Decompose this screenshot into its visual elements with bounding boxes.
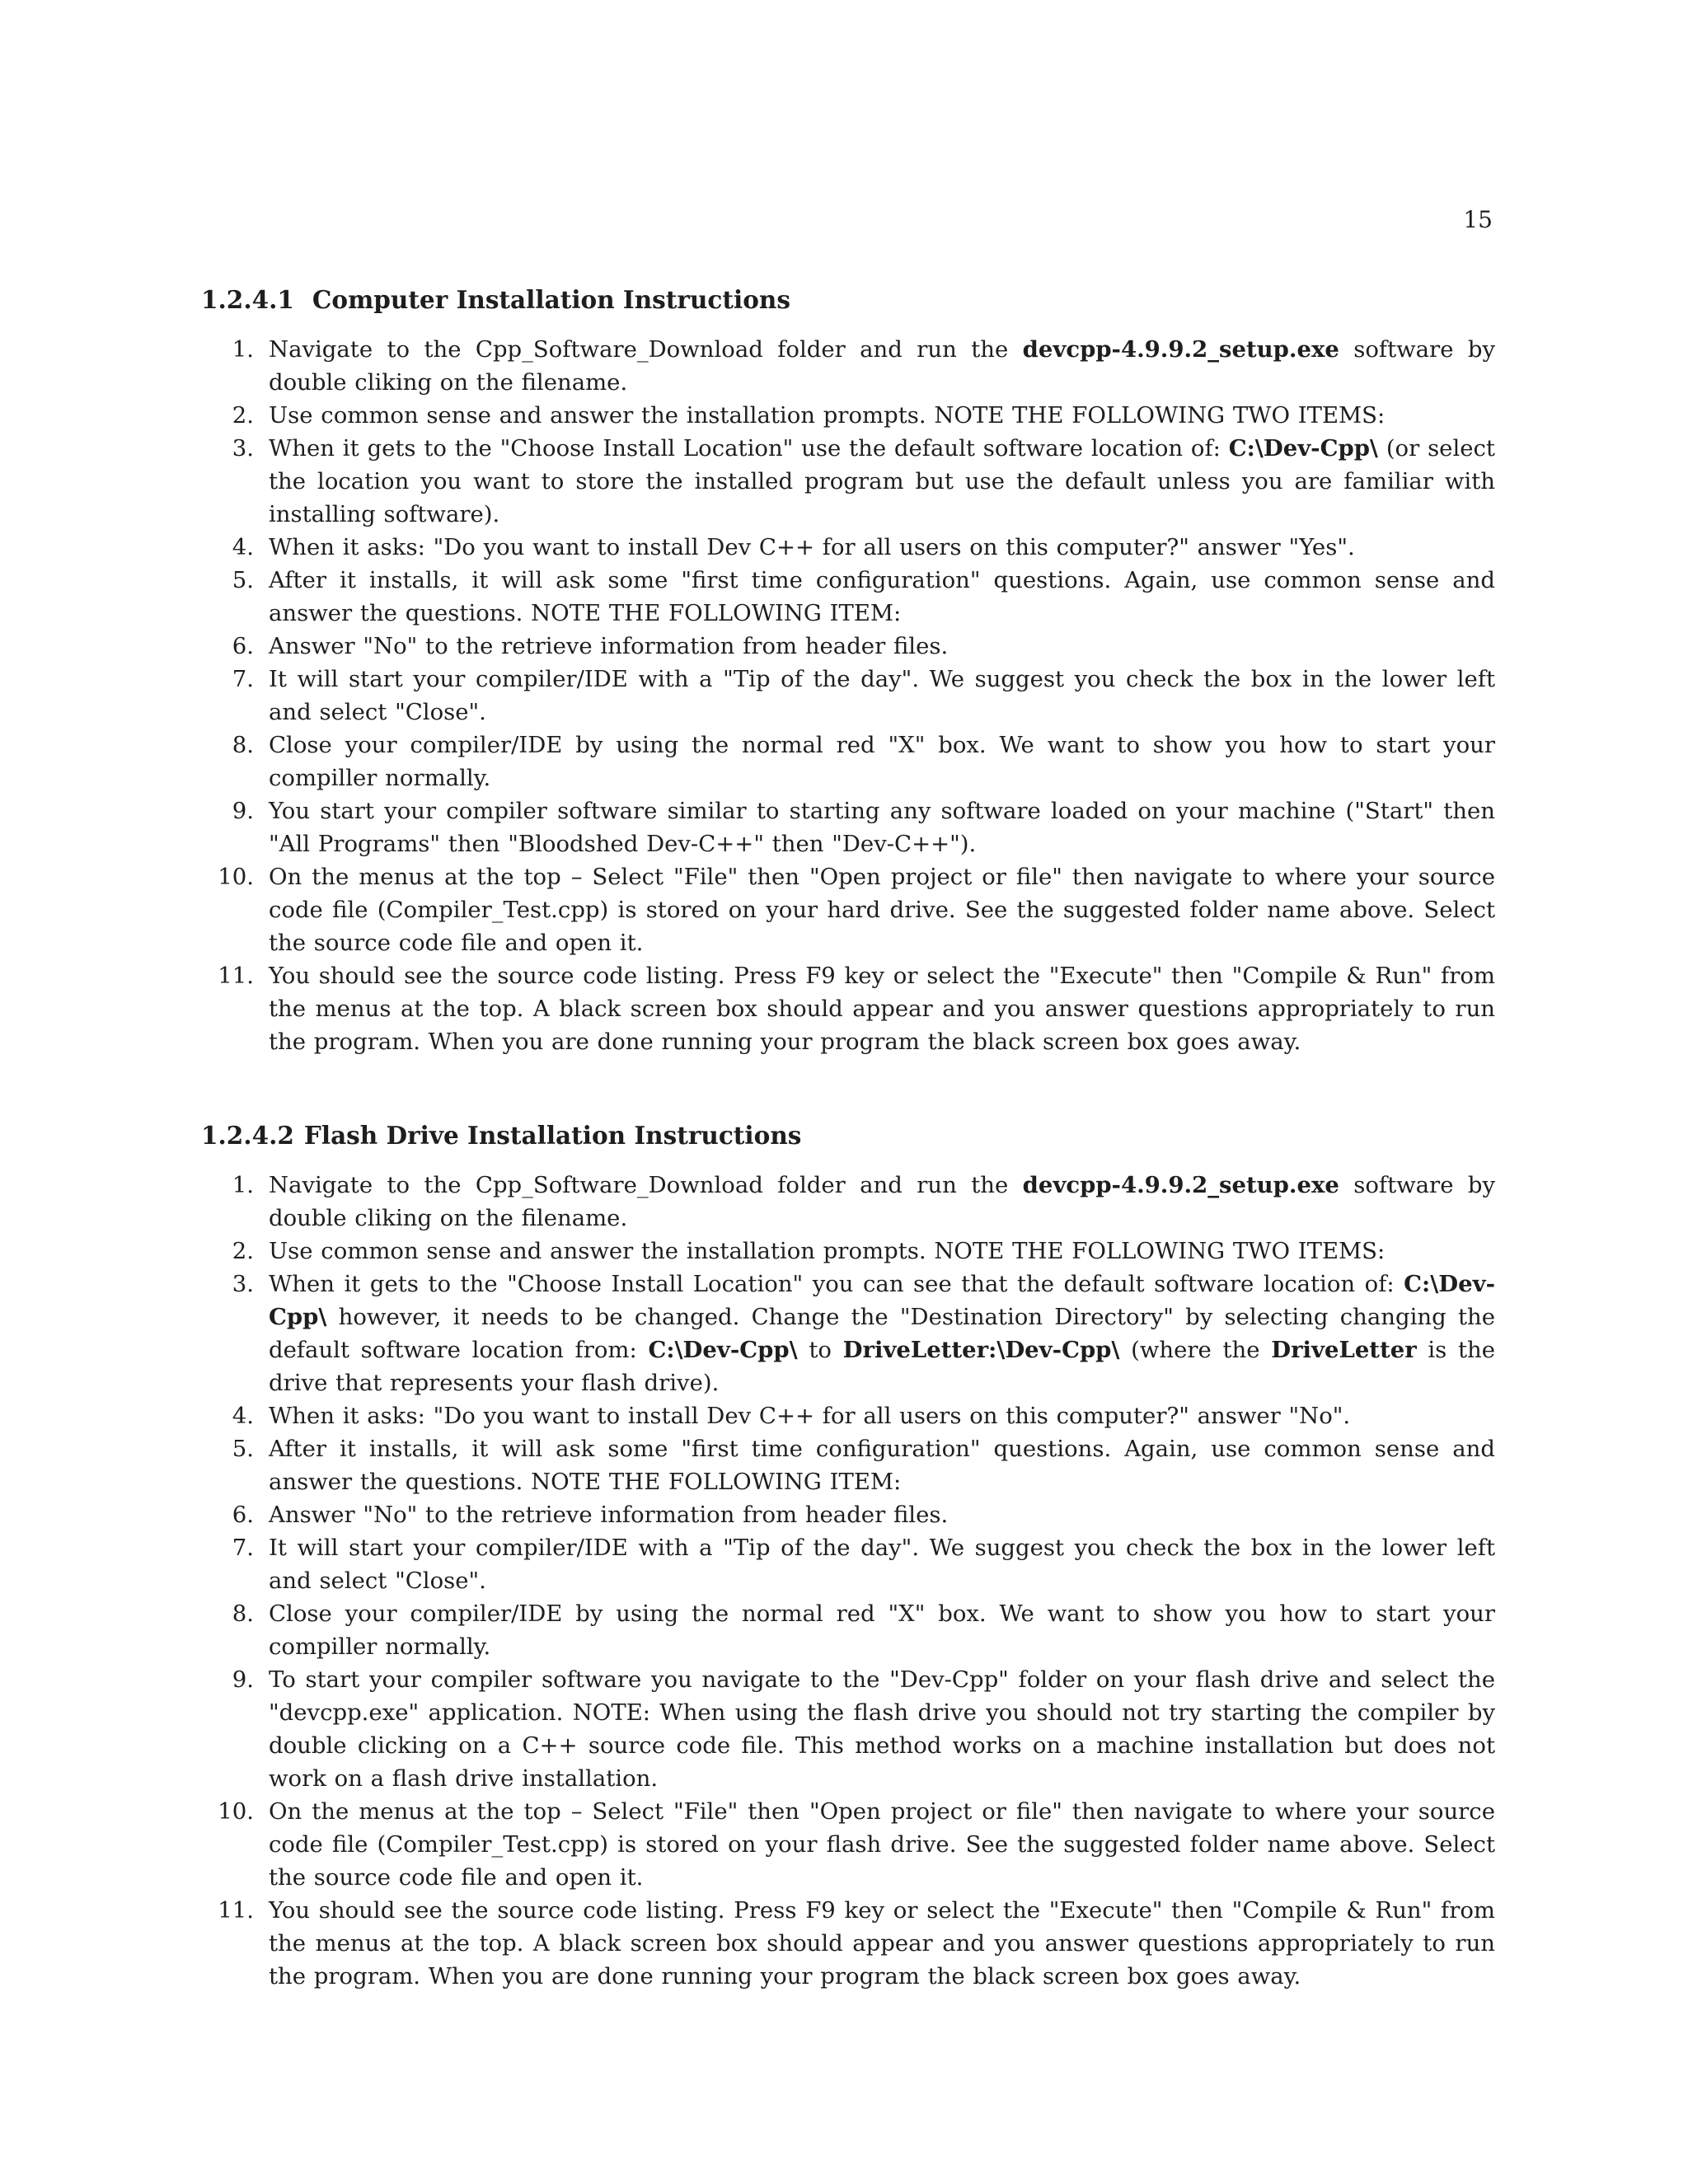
list-item	[201, 1268, 1495, 1399]
list-item	[201, 860, 1495, 959]
step-number: 5.	[232, 1436, 254, 1462]
list-item	[201, 1531, 1495, 1597]
list-item	[201, 531, 1495, 564]
step-text: Close your compiler/IDE by using the normal red "X" box. We want to show you how to start your compiller normally.	[269, 1601, 1495, 1660]
step-text: (where the	[1119, 1337, 1272, 1363]
step-text: software by double cliking on the filename.	[269, 336, 1496, 396]
step-text: To start your compiler software you navigate to the "Dev-Cpp" folder on your flash drive and select the "devcpp.exe" application. NOTE: When using the flash drive you should not try starting the compiler by double clicking on a C++ source code file. This method works on a machine installation but does not work on a flash drive installation.	[269, 1666, 1495, 1792]
step-number: 6.	[232, 633, 254, 659]
step-number: 1.	[232, 1172, 254, 1198]
step-text: You should see the source code listing. Press F9 key or select the "Execute" then "Compile & Run" from the menus at the top. A black screen box should appear and you answer questions appropriately to run the program. When you are done running your program the black screen box goes away.	[269, 1897, 1495, 1990]
step-text: to	[797, 1337, 843, 1363]
step-text: When it gets to the "Choose Install Location" you can see that the default software location of:	[269, 1271, 1404, 1297]
step-text: You should see the source code listing. Press F9 key or select the "Execute" then "Compile & Run" from the menus at the top. A black screen box should appear and you answer questions appropriately to run the program. When you are done running your program the black screen box goes away.	[269, 963, 1495, 1055]
list-item	[201, 1235, 1495, 1268]
step-number: 4.	[232, 1403, 254, 1429]
drive-letter-bold: DriveLetter	[1271, 1337, 1417, 1363]
instruction-list	[201, 1169, 1495, 1993]
list-item	[201, 1663, 1495, 1795]
step-text: Navigate to the Cpp_Software_Download folder and run the	[269, 336, 1023, 363]
list-item	[201, 729, 1495, 794]
list-item	[201, 432, 1495, 531]
list-item	[201, 794, 1495, 860]
step-number: 3.	[232, 435, 254, 462]
step-number: 11.	[218, 963, 254, 989]
section-title: Flash Drive Installation Instructions	[303, 1121, 802, 1150]
section-heading	[201, 284, 1495, 316]
instruction-list	[201, 333, 1495, 1058]
list-item	[201, 1597, 1495, 1663]
list-item	[201, 1432, 1495, 1498]
step-text: however, it needs to be changed. Change the "Destination Directory" by selecting changing the default software location from:	[269, 1304, 1495, 1363]
list-item	[201, 663, 1495, 729]
step-text: Answer "No" to the retrieve information from header files.	[269, 633, 949, 659]
step-number: 3.	[232, 1271, 254, 1297]
list-item	[201, 959, 1495, 1058]
step-number: 5.	[232, 567, 254, 593]
section-computer-installation	[201, 284, 1495, 1058]
step-text: (or select the location you want to store the installed program but use the default unless you are familiar with installing software).	[269, 435, 1495, 527]
step-text: software by double cliking on the filename.	[269, 1172, 1496, 1231]
path-bold: DriveLetter:\Dev-Cpp\	[842, 1337, 1120, 1363]
step-number: 2.	[232, 402, 254, 429]
step-text: Navigate to the Cpp_Software_Download folder and run the	[269, 1172, 1023, 1198]
step-number: 11.	[218, 1897, 254, 1924]
step-number: 4.	[232, 534, 254, 560]
step-text: Answer "No" to the retrieve information from header files.	[269, 1502, 949, 1528]
step-text: It will start your compiler/IDE with a "Tip of the day". We suggest you check the box in the lower left and select "Close".	[269, 1535, 1495, 1594]
section-number: 1.2.4.2	[201, 1121, 294, 1150]
step-text: Close your compiler/IDE by using the normal red "X" box. We want to show you how to start your compiller normally.	[269, 732, 1495, 791]
list-item	[201, 399, 1495, 432]
step-number: 10.	[218, 864, 254, 890]
page-number: 15	[1463, 206, 1493, 233]
step-text: Use common sense and answer the installation prompts. NOTE THE FOLLOWING TWO ITEMS:	[269, 1238, 1386, 1264]
step-text: When it asks: "Do you want to install Dev C++ for all users on this computer?" answer "No".	[269, 1403, 1351, 1429]
list-item	[201, 1894, 1495, 1993]
step-text: After it installs, it will ask some "first time configuration" questions. Again, use common sense and answer the questions. NOTE THE FOLLOWING ITEM:	[269, 567, 1495, 626]
path-bold: C:\Dev-Cpp\	[269, 1271, 1495, 1330]
list-item	[201, 333, 1495, 399]
list-item	[201, 630, 1495, 663]
step-number: 9.	[232, 798, 254, 824]
filename-bold: devcpp-4.9.9.2_setup.exe	[1022, 336, 1339, 363]
step-text: is the drive that represents your flash drive).	[269, 1337, 1496, 1396]
step-text: When it asks: "Do you want to install Dev C++ for all users on this computer?" answer "Yes".	[269, 534, 1355, 560]
section-number: 1.2.4.1	[201, 285, 294, 314]
step-text: After it installs, it will ask some "first time configuration" questions. Again, use common sense and answer the questions. NOTE THE FOLLOWING ITEM:	[269, 1436, 1495, 1495]
step-text: Use common sense and answer the installation prompts. NOTE THE FOLLOWING TWO ITEMS:	[269, 402, 1386, 429]
list-item	[201, 564, 1495, 630]
step-number: 1.	[232, 336, 254, 363]
section-flash-drive-installation	[201, 1119, 1495, 1993]
step-number: 8.	[232, 732, 254, 758]
path-bold: C:\Dev-Cpp\	[648, 1337, 798, 1363]
step-number: 7.	[232, 1535, 254, 1561]
step-number: 8.	[232, 1601, 254, 1627]
step-number: 10.	[218, 1798, 254, 1825]
list-item	[201, 1498, 1495, 1531]
step-number: 2.	[232, 1238, 254, 1264]
step-text: On the menus at the top – Select "File" then "Open project or file" then navigate to where your source code file (Compiler_Test.cpp) is stored on your flash drive. See the suggested folder name above. Select the source code file and open it.	[269, 1798, 1495, 1891]
step-text: It will start your compiler/IDE with a "Tip of the day". We suggest you check the box in the lower left and select "Close".	[269, 666, 1495, 725]
list-item	[201, 1399, 1495, 1432]
step-number: 9.	[232, 1666, 254, 1693]
list-item	[201, 1169, 1495, 1235]
section-title: Computer Installation Instructions	[312, 285, 790, 314]
section-heading	[201, 1119, 1495, 1152]
step-text: On the menus at the top – Select "File" then "Open project or file" then navigate to where your source code file (Compiler_Test.cpp) is stored on your hard drive. See the suggested folder name above. Select the source code file and open it.	[269, 864, 1495, 956]
filename-bold: devcpp-4.9.9.2_setup.exe	[1022, 1172, 1339, 1198]
step-number: 7.	[232, 666, 254, 692]
path-bold: C:\Dev-Cpp\	[1228, 435, 1378, 462]
step-number: 6.	[232, 1502, 254, 1528]
step-text: When it gets to the "Choose Install Location" use the default software location of:	[269, 435, 1229, 462]
list-item	[201, 1795, 1495, 1894]
step-text: You start your compiler software similar to starting any software loaded on your machine ("Start" then "All Programs" then "Bloodshed Dev-C++" then "Dev-C++").	[269, 798, 1495, 857]
